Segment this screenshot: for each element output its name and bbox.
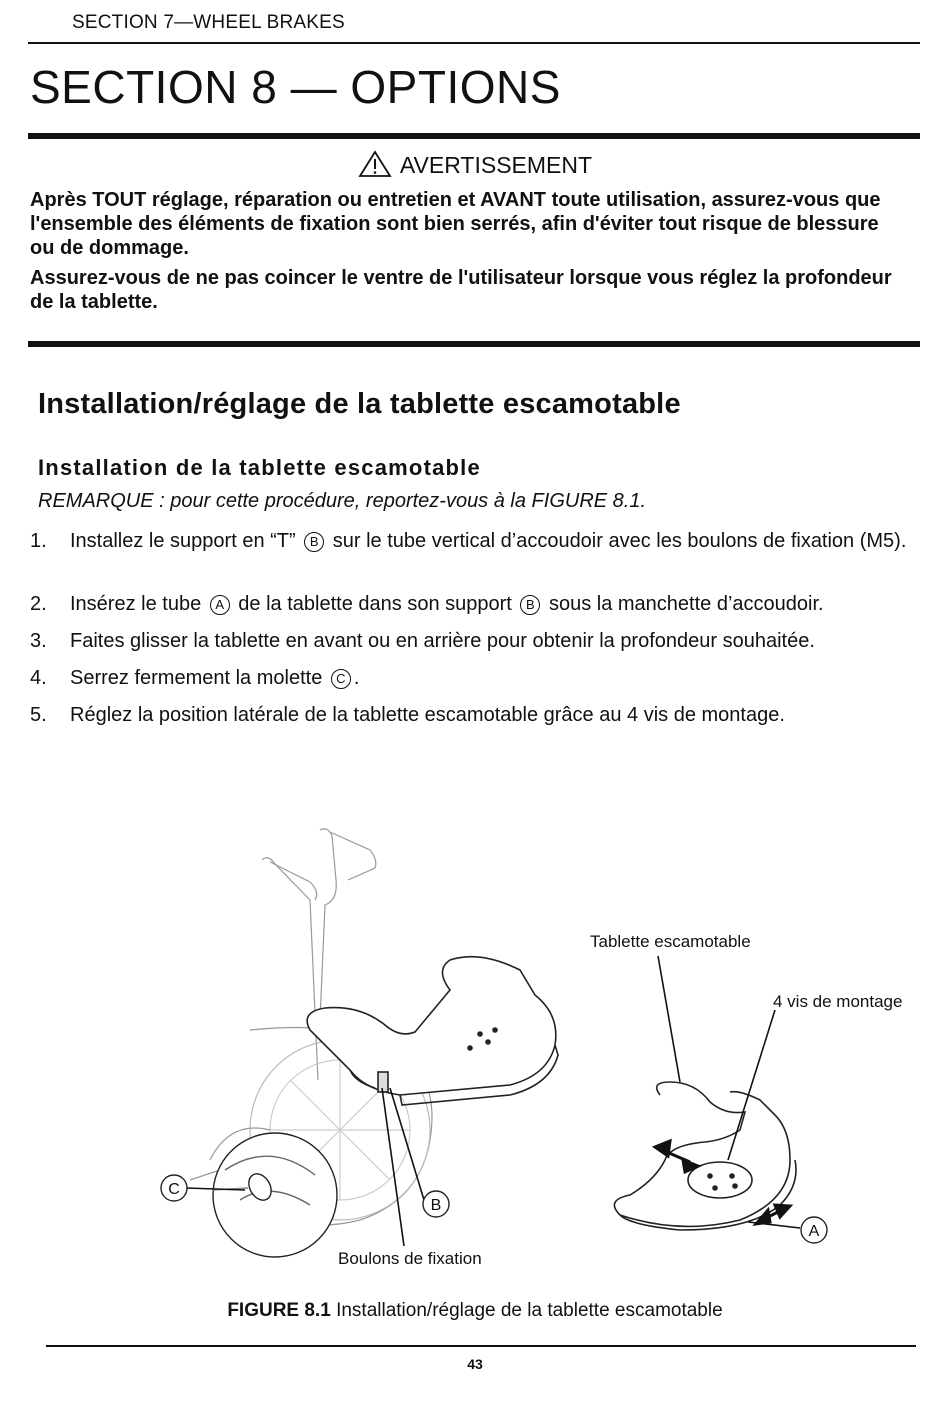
step-text-segment: Insérez le tube (70, 593, 207, 615)
figure-illustration (150, 820, 930, 1280)
step-text-segment: Serrez fermement la molette (70, 667, 328, 689)
step-text-segment: sous la manchette d’accoudoir. (543, 593, 824, 615)
page-number: 43 (467, 1356, 483, 1372)
step-text (70, 702, 910, 729)
label-b: B (430, 1197, 442, 1214)
label-a: A (808, 1223, 820, 1240)
step-number: 3. (30, 630, 47, 652)
warning-title: AVERTISSEMENT (399, 152, 593, 178)
label-c: C (168, 1181, 180, 1198)
callout-boulons: Boulons de fixation (338, 1249, 482, 1268)
footer-rule (46, 1345, 916, 1347)
callout-ref-badge: C (331, 669, 351, 689)
step-text-segment: Réglez la position latérale de la tablette escamotable grâce au 4 vis de montage. (70, 704, 785, 726)
step-number: 5. (30, 704, 47, 726)
subheading: Installation de la tablette escamotable (38, 455, 481, 480)
callout-ref-badge: B (520, 595, 540, 615)
header-rule (28, 42, 920, 44)
warning-top-rule (28, 133, 920, 139)
remark-note: REMARQUE : pour cette procédure, reportez-vous à la FIGURE 8.1. (38, 490, 647, 512)
warning-bottom-rule (28, 341, 920, 347)
tray-drawing-left (307, 957, 558, 1105)
warning-paragraph-1: Après TOUT réglage, réparation ou entretien et AVANT toute utilisation, assurez-vous que l'ensemble des éléments de fixation sont bien serrés, afin d'éviter tout risque de blessure ou de dommage. (30, 189, 881, 259)
section-title: SECTION 8 — OPTIONS (30, 61, 561, 113)
callout-ref-badge: A (210, 595, 230, 615)
page-heading: Installation/réglage de la tablette escamotable (38, 388, 681, 420)
step-text (70, 528, 910, 555)
step-text-segment: de la tablette dans son support (232, 593, 518, 615)
step-number: 1. (30, 530, 47, 552)
step-number: 4. (30, 667, 47, 689)
step-text (70, 665, 910, 692)
step-number: 2. (30, 593, 47, 615)
figure-caption (0, 1300, 950, 1322)
step-text-segment: Faites glisser la tablette en avant ou en arrière pour obtenir la profondeur souhaitée. (70, 630, 815, 652)
warning-header (0, 150, 950, 179)
callout-ref-badge: B (304, 532, 324, 552)
callout-tablette: Tablette escamotable (590, 932, 751, 951)
step-text-segment: Installez le support en “T” (70, 530, 302, 552)
step-text (70, 591, 910, 618)
detail-circle (212, 1133, 337, 1257)
step-text-segment: . (353, 667, 360, 689)
warning-triangle-icon (358, 150, 392, 178)
callout-vis: 4 vis de montage (773, 992, 903, 1011)
warning-paragraph-2: Assurez-vous de ne pas coincer le ventre de l'utilisateur lorsque vous réglez la profondeur de la tablette. (30, 267, 892, 313)
running-head: SECTION 7—WHEEL BRAKES (72, 12, 345, 33)
caption-text: Installation/réglage de la tablette escamotable (330, 1300, 723, 1321)
step-text-segment: sur le tube vertical d’accoudoir avec les boulons de fixation (M5). (327, 530, 907, 552)
step-text (70, 628, 910, 655)
caption-label: FIGURE 8.1 (227, 1300, 331, 1321)
